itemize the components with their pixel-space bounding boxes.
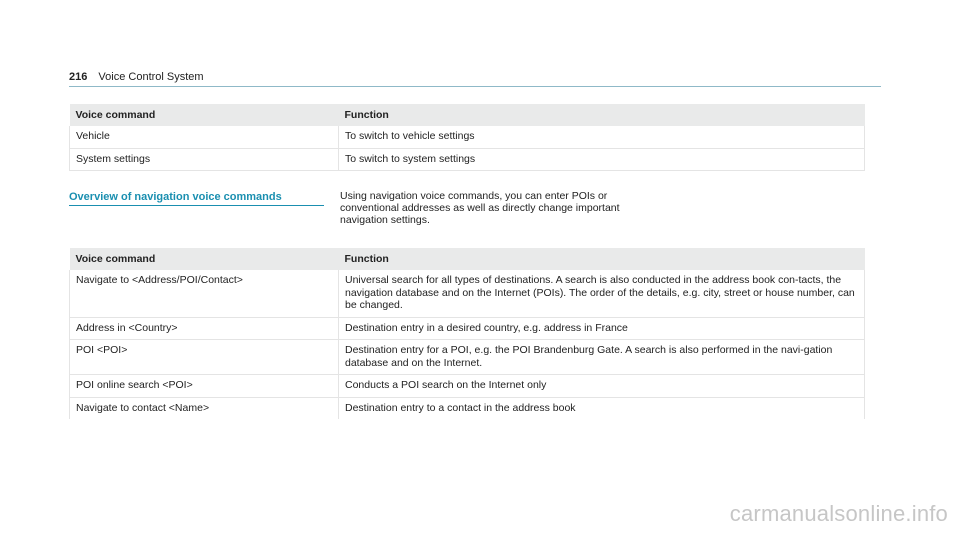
voice-command-cell: POI <POI> [70, 340, 339, 375]
table-header-row [70, 104, 865, 126]
navigation-command-table [69, 248, 865, 419]
function-cell: Conducts a POI search on the Internet only [339, 375, 865, 398]
voice-command-cell: Navigate to <Address/POI/Contact> [70, 270, 339, 317]
voice-command-cell: Navigate to contact <Name> [70, 397, 339, 419]
settings-command-table [69, 104, 865, 171]
table-row [70, 397, 865, 419]
voice-command-cell: Address in <Country> [70, 317, 339, 340]
table-row [70, 340, 865, 375]
table-row [70, 148, 865, 171]
voice-command-cell: Vehicle [70, 126, 339, 148]
chapter-title: Voice Control System [98, 71, 204, 83]
table-row [70, 126, 865, 148]
watermark: carmanualsonline.info [729, 501, 948, 526]
table-row [70, 270, 865, 317]
column-header-function: Function [339, 104, 865, 126]
voice-command-cell: POI online search <POI> [70, 375, 339, 398]
function-cell: To switch to vehicle settings [339, 126, 865, 148]
section-heading: Overview of navigation voice commands [69, 190, 324, 206]
column-header-voice-command: Voice command [70, 248, 339, 270]
function-cell: Destination entry in a desired country, e.g. address in France [339, 317, 865, 340]
page-header [69, 70, 881, 87]
function-cell: Destination entry to a contact in the address book [339, 397, 865, 419]
table-row [70, 375, 865, 398]
function-cell: To switch to system settings [339, 148, 865, 171]
page-number: 216 [69, 71, 88, 83]
table-row [70, 317, 865, 340]
column-header-function: Function [339, 248, 865, 270]
section-intro: Using navigation voice commands, you can enter POIs or conventional addresses as well as directly change important navigation settings. [340, 190, 620, 226]
column-header-voice-command: Voice command [70, 104, 339, 126]
function-cell: Destination entry for a POI, e.g. the POI Brandenburg Gate. A search is also performed in the navi-gation database and on the Internet. [339, 340, 865, 375]
table-header-row [70, 248, 865, 270]
voice-command-cell: System settings [70, 148, 339, 171]
function-cell: Universal search for all types of destinations. A search is also conducted in the address book con-tacts, the navigation database and on the Internet (POIs). The order of the details, e.g. city, street or house number, can be changed. [339, 270, 865, 317]
